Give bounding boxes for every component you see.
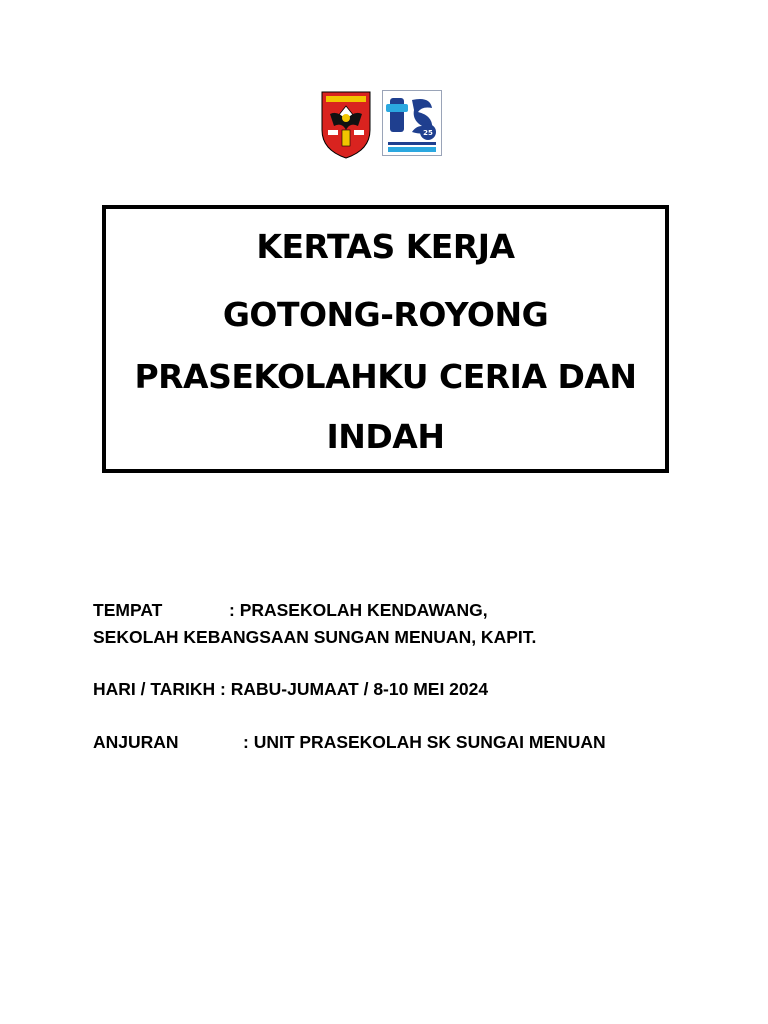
tempat-row <box>93 600 488 621</box>
anjuran-row <box>93 732 606 753</box>
svg-text:25: 25 <box>423 129 433 137</box>
title-line-2: GOTONG-ROYONG <box>222 295 549 334</box>
tempat-label: TEMPAT <box>93 600 163 620</box>
title-line-1: KERTAS KERJA <box>256 227 515 266</box>
title-line-3: PRASEKOLAHKU CERIA DAN <box>134 357 637 396</box>
title-line-4: INDAH <box>326 417 445 456</box>
hari-tarikh-row <box>93 679 488 700</box>
ts25-logo <box>382 90 442 156</box>
logo-group <box>320 90 444 160</box>
anjuran-value: : UNIT PRASEKOLAH SK SUNGAI MENUAN <box>243 732 606 752</box>
title-box <box>102 205 669 473</box>
hari-value: : RABU-JUMAAT / 8-10 MEI 2024 <box>220 679 489 699</box>
anjuran-label: ANJURAN <box>93 732 179 752</box>
tempat-value-line2: SEKOLAH KEBANGSAAN SUNGAN MENUAN, KAPIT. <box>93 627 537 647</box>
tempat-value: : PRASEKOLAH KENDAWANG, <box>229 600 488 620</box>
ministry-crest-logo <box>320 90 372 160</box>
hari-label: HARI / TARIKH <box>93 679 216 699</box>
